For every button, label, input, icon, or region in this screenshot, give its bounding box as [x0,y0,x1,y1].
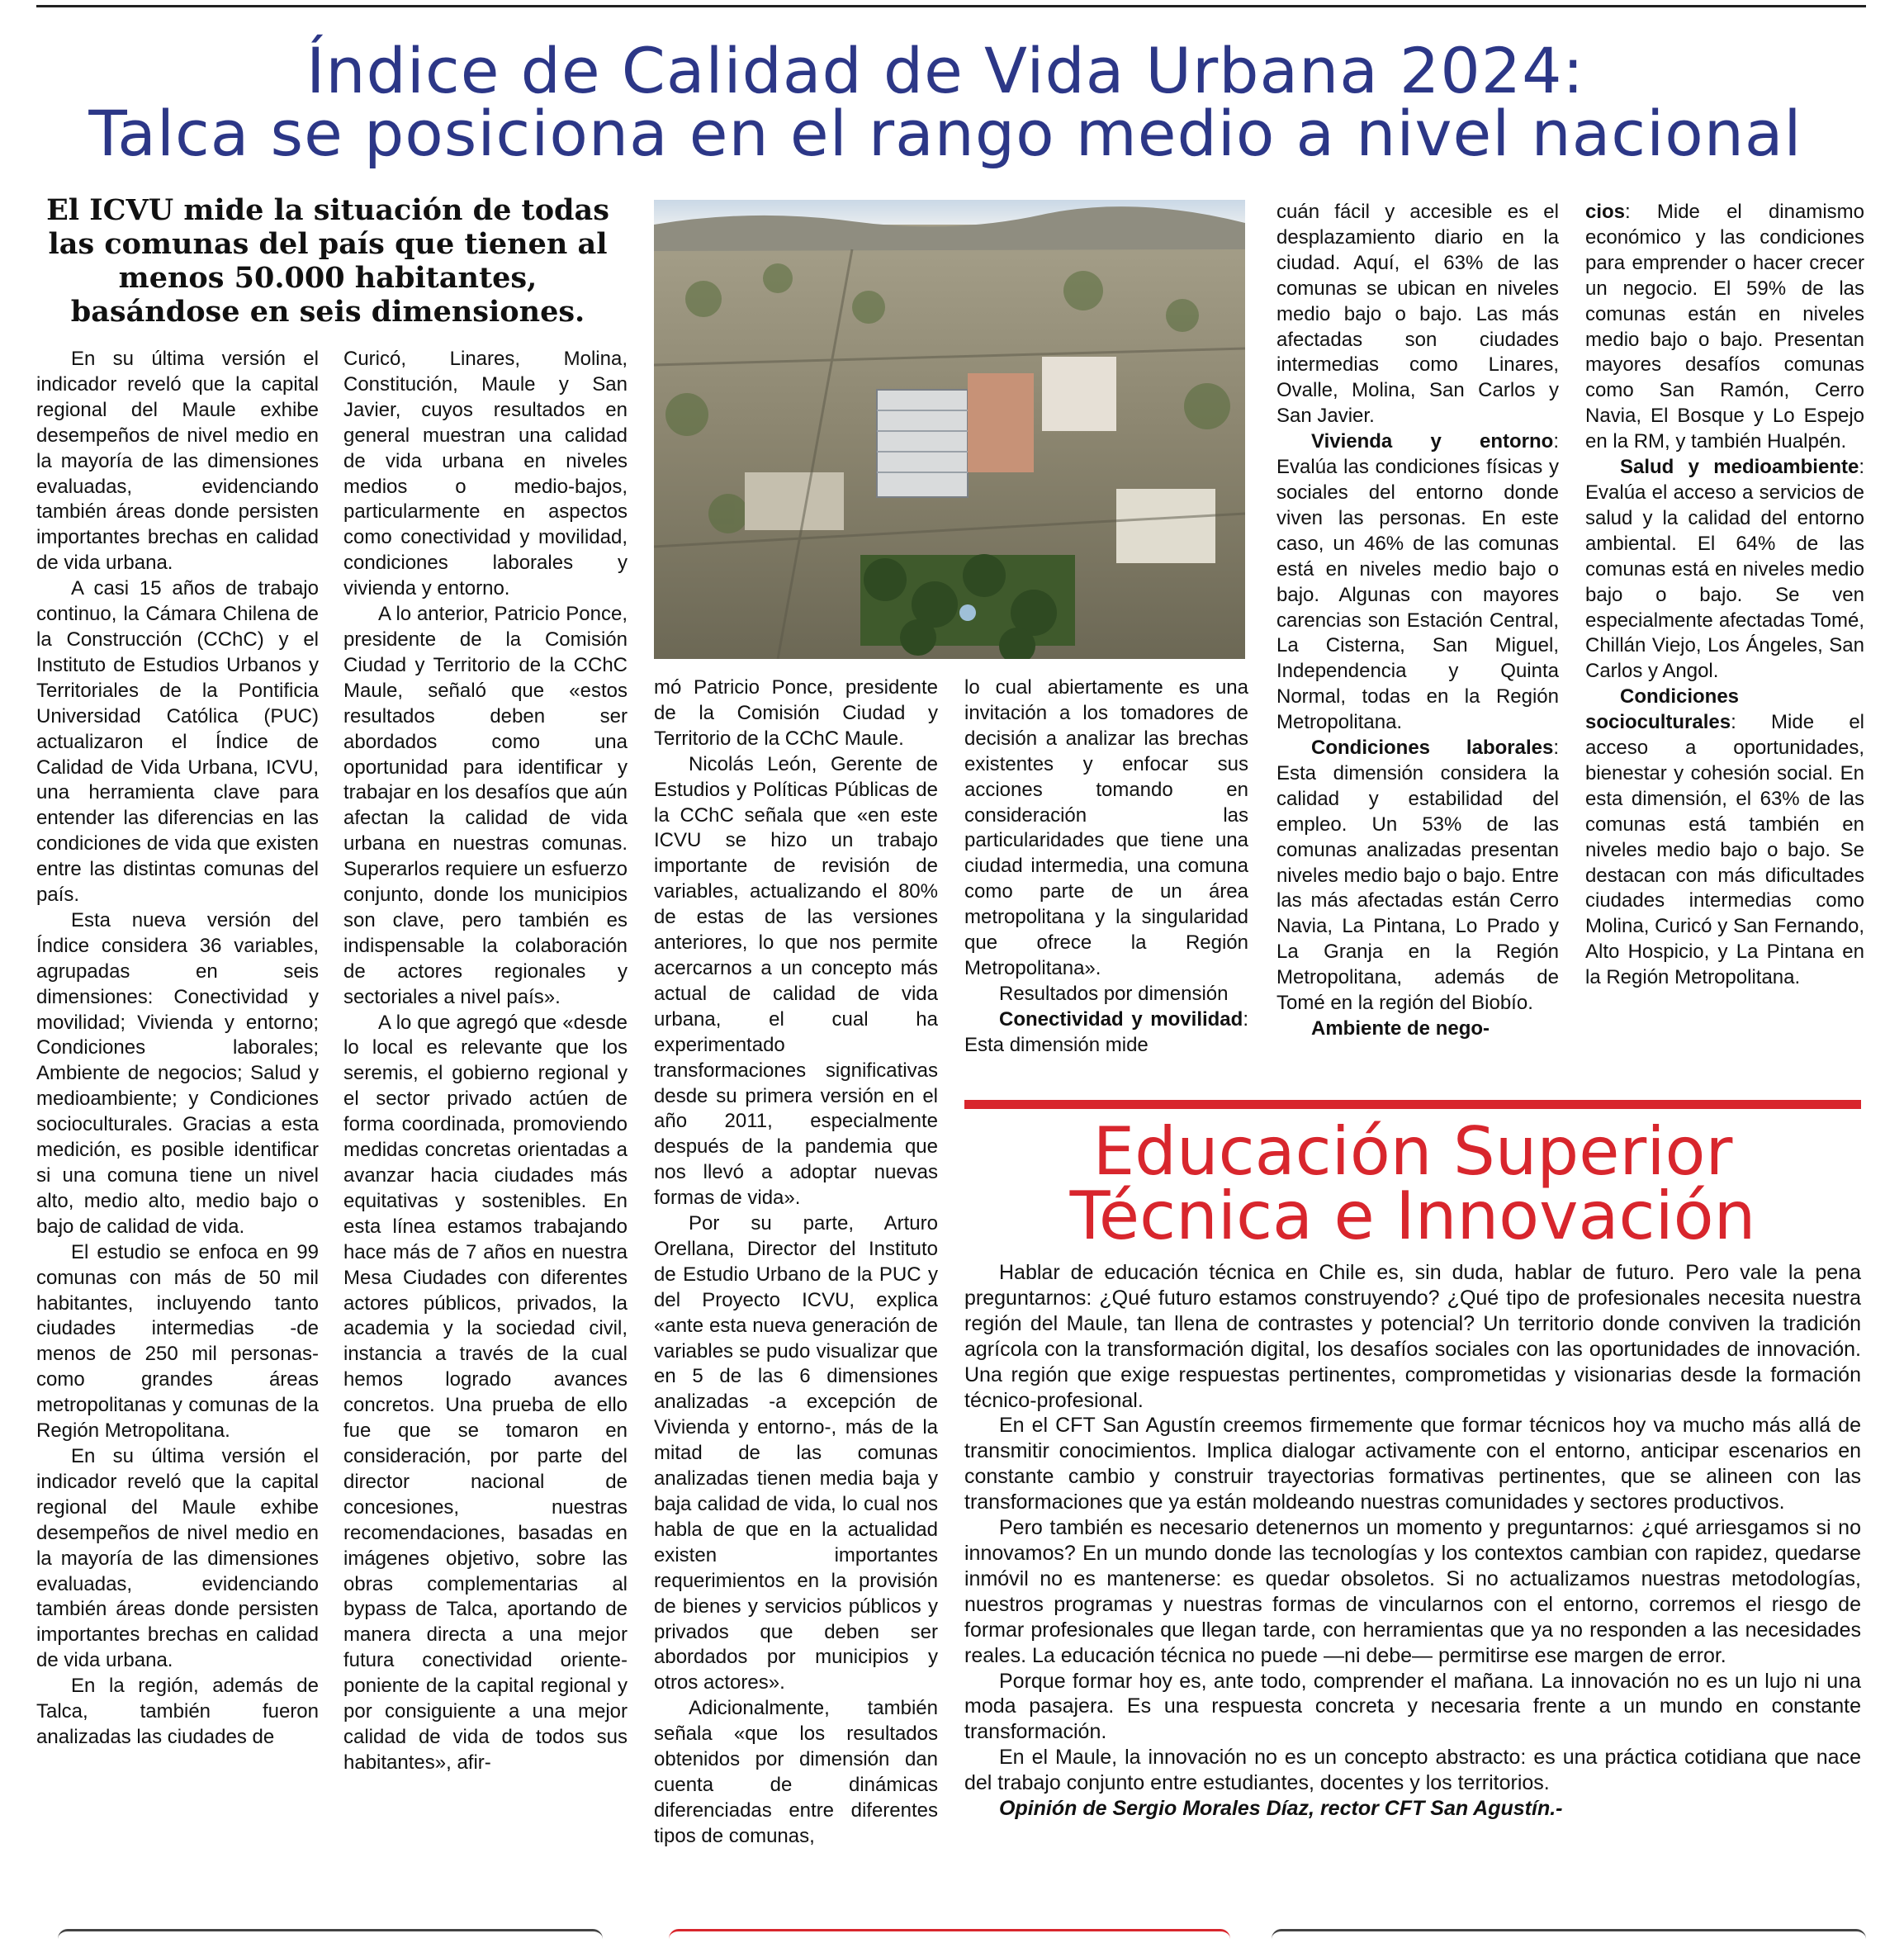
dimension-paragraph: Vivienda y entorno: Evalúa las condiciones físicas y sociales del entorno donde viven las personas. En este caso, un 46% de las comunas está en niveles medio bajo o bajo. Algunas con mayores carencias son Estación Central, La Cisterna, San Miguel, Independencia y Quinta Normal, todas en la Región Metropolitana. [1276,430,1559,734]
subheading-results: Resultados por dimensión [999,982,1229,1005]
article-paragraph: A casi 15 años de trabajo continuo, la Cámara Chilena de la Construcción (CChC) y el Instituto de Estudios Urbanos y Territoriales de la Pontificia Universidad Católica (PUC) actualizaron el Índice de Calidad de Vida Urbana, ICVU, una herramienta clave para entender las diferencias en las condiciones de vida que existen entre las distintas comunas del país. [36,577,319,907]
dimension-paragraph: Salud y medioambiente: Evalúa el acceso a servicios de salud y la calidad del entorno ambiental. El 64% de las comunas está en niveles medio bajo o bajo. Se ven especialmente afectadas Tomé, Chillán Viejo, Los Ángeles, San Carlos y Angol. [1585,456,1864,683]
opinion-paragraph: Hablar de educación técnica en Chile es, sin duda, hablar de futuro. Pero vale la pena preguntarnos: ¿Qué futuro estamos construyendo? ¿Qué tipo de profesionales necesita nuestra región del Maule, tan llena de contrastes y potencial? Un territorio donde conviven la tradición agrícola con la transformación digital, los desafíos sociales con las oportunidades de innovación. Una región que exige respuestas pertinentes, comprometidas y visionarias desde la formación técnico-profesional. [964,1261,1861,1412]
dimension-paragraph: Condiciones socioculturales: Mide el acceso a oportunidades, bienestar y cohesión social. En esta dimensión, el 63% de las comunas está también en niveles medio bajo o bajo. Se destacan con más dificultades ciudades intermedias como Molina, Curicó y San Fernando, Alto Hospicio, y La Pintana en la Región Metropolitana. [1585,685,1864,989]
top-rule [36,5,1866,7]
dimension-paragraph: Conectividad y movilidad: Esta dimensión mide [964,1007,1248,1056]
article-paragraph: mó Patricio Ponce, presidente de la Comisión Ciudad y Territorio de la CChC Maule. [654,676,938,750]
dimension-paragraph [1276,1017,1559,1042]
headline-line-2: Talca se posiciona en el rango medio a nivel nacional [88,97,1802,170]
article-column-3 [654,675,938,1850]
opinion-paragraph: En el Maule, la innovación no es un concepto abstracto: es una práctica cotidiana que nace del trabajo conjunto entre estudiantes, docentes y los territorios. [964,1746,1861,1795]
article-column-6 [1585,200,1864,991]
dimension-title: Condiciones socioculturales [1585,685,1740,734]
opinion-title-line-2: Técnica e Innovación [1069,1178,1756,1254]
opinion-signature: Opinión de Sergio Morales Díaz, rector CFT San Agustín.- [999,1797,1563,1821]
dimension-paragraph: cios: Mide el dinamismo económico y las condiciones para emprender o hacer crecer un negocio. El 59% de las comunas están en niveles medio bajo o bajo. Presentan mayores desafíos comunas como San Ramón, Cerro Navia, El Bosque y Lo Espejo en la RM, y también Hualpén. [1585,201,1864,453]
bottom-box-edge-right [1272,1929,1866,1943]
article-paragraph: A lo que agregó que «desde lo local es relevante que los seremis, el gobierno regional y el sector privado actúen de forma coordinada, promoviendo medidas concretas orientadas a avanzar hacia ciudades más equitativas y sostenibles. En esta línea estamos trabajando hace más de 7 años en nuestra Mesa Ciudades con diferentes actores públicos, privados, la academia y la sociedad civil, instancia a través de la cual hemos logrado avances concretos. Una prueba de ello fue que se tomaron en consideración, por parte del director nacional de concesiones, nuestras recomendaciones, basadas en imágenes objetivo, sobre las obras complementarias al bypass de Talca, aportando de manera directa a una mejor futura conectividad oriente-poniente de la capital regional y por consiguiente a una mejor calidad de vida de todos sus habitantes», afir- [343,1011,628,1774]
main-headline [25,34,1866,170]
article-paragraph: Curicó, Linares, Molina, Constitución, Maule y San Javier, cuyos resultados en general muestran una calidad de vida urbana en niveles medios o medio-bajos, particularmente en aspectos como conectividad y movilidad, condiciones laborales y vivienda y entorno. [343,348,628,600]
opinion-paragraph: En el CFT San Agustín creemos firmemente que formar técnicos hoy va mucho más allá de transmitir conocimientos. Implica dialogar activamente con el entorno, anticipar escenarios en constante cambio y construir trayectorias formativas pertinentes, que se alineen con las transformaciones que ya están moldeando nuestras comunidades y sectores productivos. [964,1414,1861,1514]
opinion-body [964,1260,1861,1822]
dimension-title: Condiciones laborales [1311,737,1554,760]
dimension-title: Conectividad y movilidad [999,1007,1243,1031]
bottom-box-edge-left [58,1929,603,1943]
opinion-paragraph: Porque formar hoy es, ante todo, comprender el mañana. La innovación no es un lujo ni una moda pasajera. Es una respuesta concreta y necesaria frente a un mundo en constante transformación. [964,1669,1861,1744]
article-column-4 [964,675,1248,1059]
article-paragraph: Adicionalmente, también señala «que los resultados obtenidos por dimensión dan cuenta de dinámicas diferenciadas entre diferentes tipos de comunas, [654,1697,938,1847]
headline-line-1: Índice de Calidad de Vida Urbana 2024: [305,34,1585,107]
article-paragraph: El estudio se enfoca en 99 comunas con más de 50 mil habitantes, incluyendo tanto ciudades intermedias -de menos de 250 mil personas- como grandes áreas metropolitanas y comunas de la Región Metropolitana. [36,1240,319,1443]
dimension-title: Vivienda y entorno [1311,430,1554,453]
article-paragraph: En la región, además de Talca, también fueron analizadas las ciudades de [36,1675,319,1748]
article-paragraph: Por su parte, Arturo Orellana, Director del Instituto de Estudio Urbano de la PUC y del Proyecto ICVU, explica «ante esta nueva generación de variables se pudo visualizar que en 5 de las 6 dimensiones analizadas -a excepción de Vivienda y entorno-, más de la mitad de las comunas analizadas tienen media baja y baja calidad de vida, lo cual nos habla de que en la actualidad existen importantes requerimientos en la provisión de bienes y servicios públicos y privados que deben ser abordados por municipios y otros actores». [654,1212,938,1694]
article-paragraph: A lo anterior, Patricio Ponce, presidente de la Comisión Ciudad y Territorio de la CChC Maule, señaló que «estos resultados deben ser abordados como una oportunidad para identificar y trabajar en los desafíos que aún afectan la calidad de vida urbana en nuestras comunas. Superarlos requiere un esfuerzo conjunto, donde los municipios son clave, pero también es indispensable la colaboración de actores regionales y sectoriales a nivel país». [343,603,628,1008]
dimension-title: Ambiente de nego- [1311,1017,1490,1040]
aerial-city-photo [654,200,1245,659]
article-paragraph: En su última versión el indicador reveló que la capital regional del Maule exhibe desempeños de nivel medio en la mayoría de las dimensiones evaluadas, evidenciando también áreas donde persisten importantes brechas en calidad de vida urbana. [36,348,319,575]
article-paragraph: cuán fácil y accesible es el desplazamiento diario en la ciudad. Aquí, el 63% de las comunas se ubican en niveles medio bajo o bajo. Las más afectadas son ciudades intermedias como Linares, Ovalle, Molina, San Carlos y San Javier. [1276,201,1559,428]
article-paragraph: Nicolás León, Gerente de Estudios y Políticas Públicas de la CChC señala que «en este ICVU se hizo un trabajo importante de revisión de variables, actualizando el 80% de estas de las versiones anteriores, lo que nos permite acercarnos a un concepto más actual de calidad de vida urbana, el cual ha experimentado transformaciones significativas desde su primera versión en el año 2011, especialmente después de la pandemia que nos llevó a adoptar nuevas formas de vida». [654,752,938,1210]
article-column-5 [1276,200,1559,1042]
article-column-1 [36,347,319,1751]
article-paragraph: lo cual abiertamente es una invitación a los tomadores de decisión a analizar las brechas existentes y enfocar sus acciones tomando en consideración las particularidades que tiene una ciudad intermedia, una comuna como parte de un área metropolitana y la singularidad que ofrece la Región Metropolitana». [964,676,1248,979]
photo-illustration [654,200,1245,659]
dimension-title: Salud y medioambiente [1620,456,1859,479]
article-deck: El ICVU mide la situación de todas las comunas del país que tienen al menos 50.000 habitantes, basándose en seis dimensiones. [46,193,609,329]
article-paragraph: En su última versión el indicador reveló que la capital regional del Maule exhibe desempeños de nivel medio en la mayoría de las dimensiones evaluadas, evidenciando también áreas donde persisten importantes brechas en calidad de vida urbana. [36,1444,319,1672]
section-red-rule [964,1100,1861,1109]
dimension-paragraph: Condiciones laborales: Esta dimensión considera la calidad y estabilidad del empleo. Un 53% de las comunas analizadas presentan niveles medio bajo o bajo. Entre las más afectadas están Cerro Navia, La Pintana, Lo Prado y La Granja en la Región Metropolitana, además de Tomé en la región del Biobío. [1276,737,1559,1015]
article-paragraph: Esta nueva versión del Índice considera 36 variables, agrupadas en seis dimensiones: Conectividad y movilidad; Vivienda y entorno; Condiciones laborales; Ambiente de negocios; Salud y medioambiente; y Condiciones socioculturales. Gracias a esta medición, es posible identificar si una comuna tiene un nivel alto, medio alto, medio bajo o bajo de calidad de vida. [36,908,319,1238]
opinion-paragraph: Pero también es necesario detenernos un momento y preguntarnos: ¿qué arriesgamos si no innovamos? En un mundo donde las tecnologías y los contextos cambian con rapidez, quedarse inmóvil no es mantenerse: es quedar obsoletos. Si no actualizamos nuestras metodologías, nuestros programas y nuestras formas de vincularnos con el entorno, corremos el riesgo de formar profesionales que llegan tarde, con herramientas que ya no responden a las necesidades reales. La educación técnica no puede —ni debe— permitirse ese margen de error. [964,1516,1861,1667]
article-column-2 [343,347,628,1776]
opinion-title [964,1113,1861,1254]
bottom-box-edge-center [669,1929,1230,1943]
dimension-title: cios [1585,201,1626,223]
opinion-title-line-1: Educación Superior [1092,1113,1733,1190]
